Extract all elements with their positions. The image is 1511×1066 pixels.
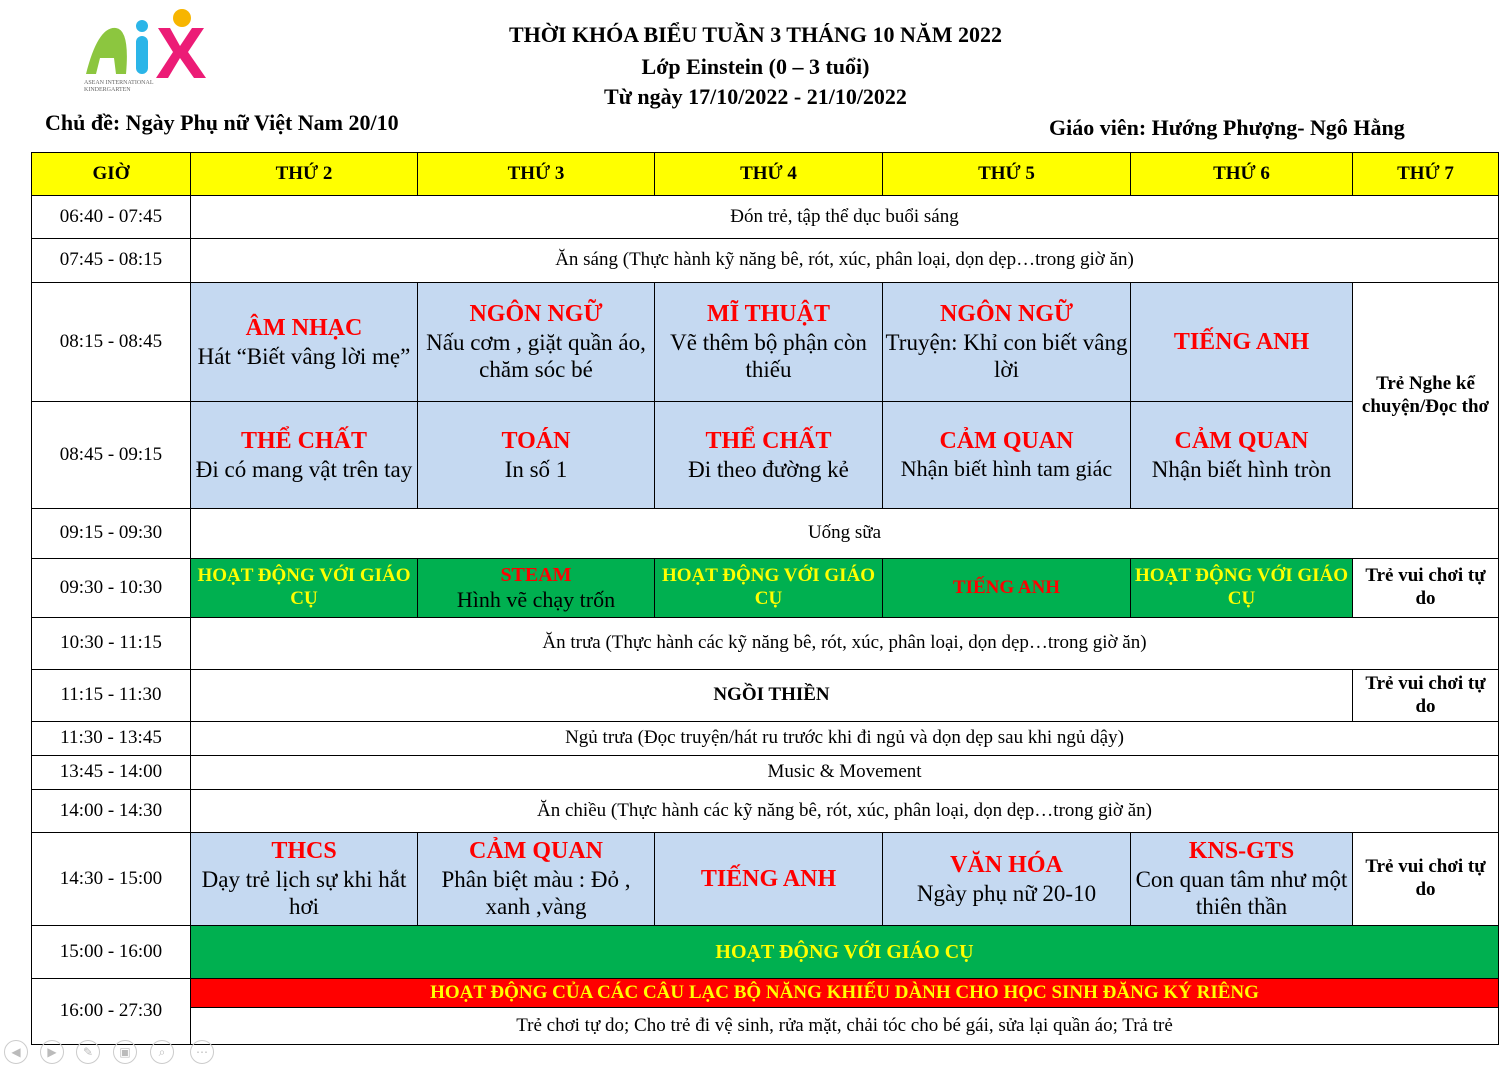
lesson-cell [655,833,883,926]
subject-label: CẢM QUAN [939,428,1074,455]
table-row [32,559,1499,618]
nap-cell: Ngủ trưa (Đọc truyện/hát ru trước khi đi ngủ và dọn dẹp sau khi ngủ dậy) [191,722,1499,756]
time-cell: 06:40 - 07:45 [32,196,191,239]
time-cell: 15:00 - 16:00 [32,926,191,979]
table-row [32,722,1499,756]
lesson-desc: Đi theo đường kẻ [688,456,849,482]
lesson-desc: Nấu cơm , giặt quần áo, chăm sóc bé [426,329,646,383]
schedule-title: THỜI KHÓA BIỂU TUẦN 3 THÁNG 10 NĂM 2022 [508,22,1003,47]
time-cell: 08:15 - 08:45 [32,283,191,402]
morning-arrival-cell: Đón trẻ, tập thể dục buổi sáng [191,196,1499,239]
table-row [32,926,1499,979]
next-icon[interactable]: ▶ [40,1040,64,1064]
time-cell: 11:15 - 11:30 [32,670,191,722]
date-range: Từ ngày 17/10/2022 - 21/10/2022 [604,84,907,109]
time-cell: 13:45 - 14:00 [32,756,191,790]
pages-icon[interactable]: ▣ [113,1040,137,1064]
time-cell: 07:45 - 08:15 [32,239,191,283]
table-row [32,618,1499,670]
lesson-desc: In số 1 [504,456,568,482]
lesson-cell [418,402,655,509]
lesson-cell [418,833,655,926]
more-icon[interactable]: ⋯ [190,1040,214,1064]
logo-tagline-2: KINDERGARTEN [84,87,131,93]
activity-cell: HOẠT ĐỘNG VỚI GIÁO CỤ [655,559,883,618]
subject-label: MĨ THUẬT [707,301,830,327]
saturday-play-cell: Trẻ vui chơi tự do [1353,559,1499,618]
time-cell: 09:30 - 10:30 [32,559,191,618]
milk-cell: Uống sữa [191,509,1499,559]
col-thu: THỨ 5 [883,153,1131,196]
table-row [32,239,1499,283]
meditation-cell: NGỒI THIỀN [191,670,1353,722]
lesson-desc: Vẽ thêm bộ phận còn thiếu [670,329,867,383]
time-cell: 09:15 - 09:30 [32,509,191,559]
schedule-table [31,152,1499,1045]
previous-icon[interactable]: ◀ [4,1040,28,1064]
subject-label: TIẾNG ANH [1173,328,1310,355]
lesson-desc: Hát “Biết vâng lời mẹ” [197,343,411,369]
table-row [32,509,1499,559]
subject-label: KNS-GTS [1188,838,1295,864]
subject-label: TIẾNG ANH [700,865,837,892]
saturday-play-cell: Trẻ vui chơi tự do [1353,833,1499,926]
saturday-story-cell: Trẻ Nghe kể chuyện/Đọc thơ [1353,283,1499,509]
lesson-desc: Nhận biết hình tròn [1151,456,1332,482]
lesson-cell [883,402,1131,509]
table-row [32,790,1499,833]
col-fri: THỨ 6 [1131,153,1353,196]
lesson-cell [655,283,883,402]
lesson-cell [655,402,883,509]
time-cell: 11:30 - 13:45 [32,722,191,756]
activity-cell: HOẠT ĐỘNG VỚI GIÁO CỤ [191,559,418,618]
search-icon[interactable]: ⌕ [150,1040,174,1064]
time-cell: 08:45 - 09:15 [32,402,191,509]
header-row [32,153,1499,196]
lesson-desc: Nhận biết hình tam giác [900,456,1113,482]
lesson-desc: Ngày phụ nữ 20-10 [916,880,1097,906]
subject-label: VĂN HÓA [950,851,1063,878]
afternoon-tools-cell: HOẠT ĐỘNG VỚI GIÁO CỤ [191,926,1499,979]
breakfast-cell: Ăn sáng (Thực hành kỹ năng bê, rót, xúc, phân loại, dọn dẹp…trong giờ ăn) [191,239,1499,283]
table-row [32,670,1499,722]
saturday-play-cell: Trẻ vui chơi tự do [1353,670,1499,722]
lesson-cell [191,283,418,402]
subject-label: NGÔN NGỮ [939,301,1074,327]
subject-label: TOÁN [501,427,571,454]
table-row [32,402,1499,509]
lesson-cell [883,833,1131,926]
time-cell: 14:30 - 15:00 [32,833,191,926]
subject-label: CẢM QUAN [1174,427,1309,454]
subject-label: CẢM QUAN [469,838,603,864]
topic: Chủ đề: Ngày Phụ nữ Việt Nam 20/10 [45,110,399,135]
subject-label: NGÔN NGỮ [469,301,603,327]
lesson-cell [1131,283,1353,402]
lesson-desc: Hình vẽ chạy trốn [456,586,616,612]
pen-icon[interactable]: ✎ [76,1040,100,1064]
table-row [32,196,1499,239]
subject-label: THỂ CHẤT [240,427,368,454]
subject-label: STEAM [500,563,572,586]
time-cell: 14:00 - 14:30 [32,790,191,833]
lesson-cell [883,283,1131,402]
subject-label: ÂM NHẠC [245,314,363,341]
col-sat: THỨ 7 [1353,153,1499,196]
time-cell: 10:30 - 11:15 [32,618,191,670]
table-row [32,833,1499,926]
teacher: Giáo viên: Hướng Phượng- Ngô Hằng [1049,115,1405,140]
music-cell: Music & Movement [191,756,1499,790]
time-cell: 16:00 - 27:30 [32,979,191,1045]
dismissal-cell: Trẻ chơi tự do; Cho trẻ đi vệ sinh, rửa mặt, chải tóc cho bé gái, sửa lại quần áo; Trả trẻ [191,1008,1499,1045]
col-time: GIỜ [32,153,191,196]
snack-cell: Ăn chiều (Thực hành các kỹ năng bê, rót, xúc, phân loại, dọn dẹp…trong giờ ăn) [191,790,1499,833]
lesson-desc: Đi có mang vật trên tay [195,456,413,482]
col-tue: THỨ 3 [418,153,655,196]
lesson-desc: Dạy trẻ lịch sự khi hắt hơi [201,866,407,920]
activity-cell: TIẾNG ANH [883,559,1131,618]
lesson-desc: Con quan tâm như một thiên thần [1135,866,1348,920]
lesson-desc: Truyện: Khỉ con biết vâng lời [885,329,1128,383]
activity-cell: HOẠT ĐỘNG VỚI GIÁO CỤ [1131,559,1353,618]
lesson-cell [418,283,655,402]
lesson-cell [1131,402,1353,509]
table-row [32,979,1499,1008]
lesson-cell [191,402,418,509]
table-row [32,283,1499,402]
activity-cell [418,559,655,618]
table-row [32,756,1499,790]
class-line: Lớp Einstein (0 – 3 tuổi) [641,54,870,79]
subject-label: THCS [271,838,337,864]
col-mon: THỨ 2 [191,153,418,196]
subject-label: THỂ CHẤT [705,427,832,454]
lesson-desc: Phân biệt màu : Đỏ , xanh ,vàng [441,866,631,920]
lesson-cell [191,833,418,926]
table-row [32,1008,1499,1045]
lunch-cell: Ăn trưa (Thực hành các kỹ năng bê, rót, xúc, phân loại, dọn dẹp…trong giờ ăn) [191,618,1499,670]
lesson-cell [1131,833,1353,926]
logo-tagline-1: ASEAN INTERNATIONAL [84,80,154,86]
clubs-cell: HOẠT ĐỘNG CỦA CÁC CÂU LẠC BỘ NĂNG KHIẾU DÀNH CHO HỌC SINH ĐĂNG KÝ RIÊNG [191,979,1499,1008]
col-wed: THỨ 4 [655,153,883,196]
